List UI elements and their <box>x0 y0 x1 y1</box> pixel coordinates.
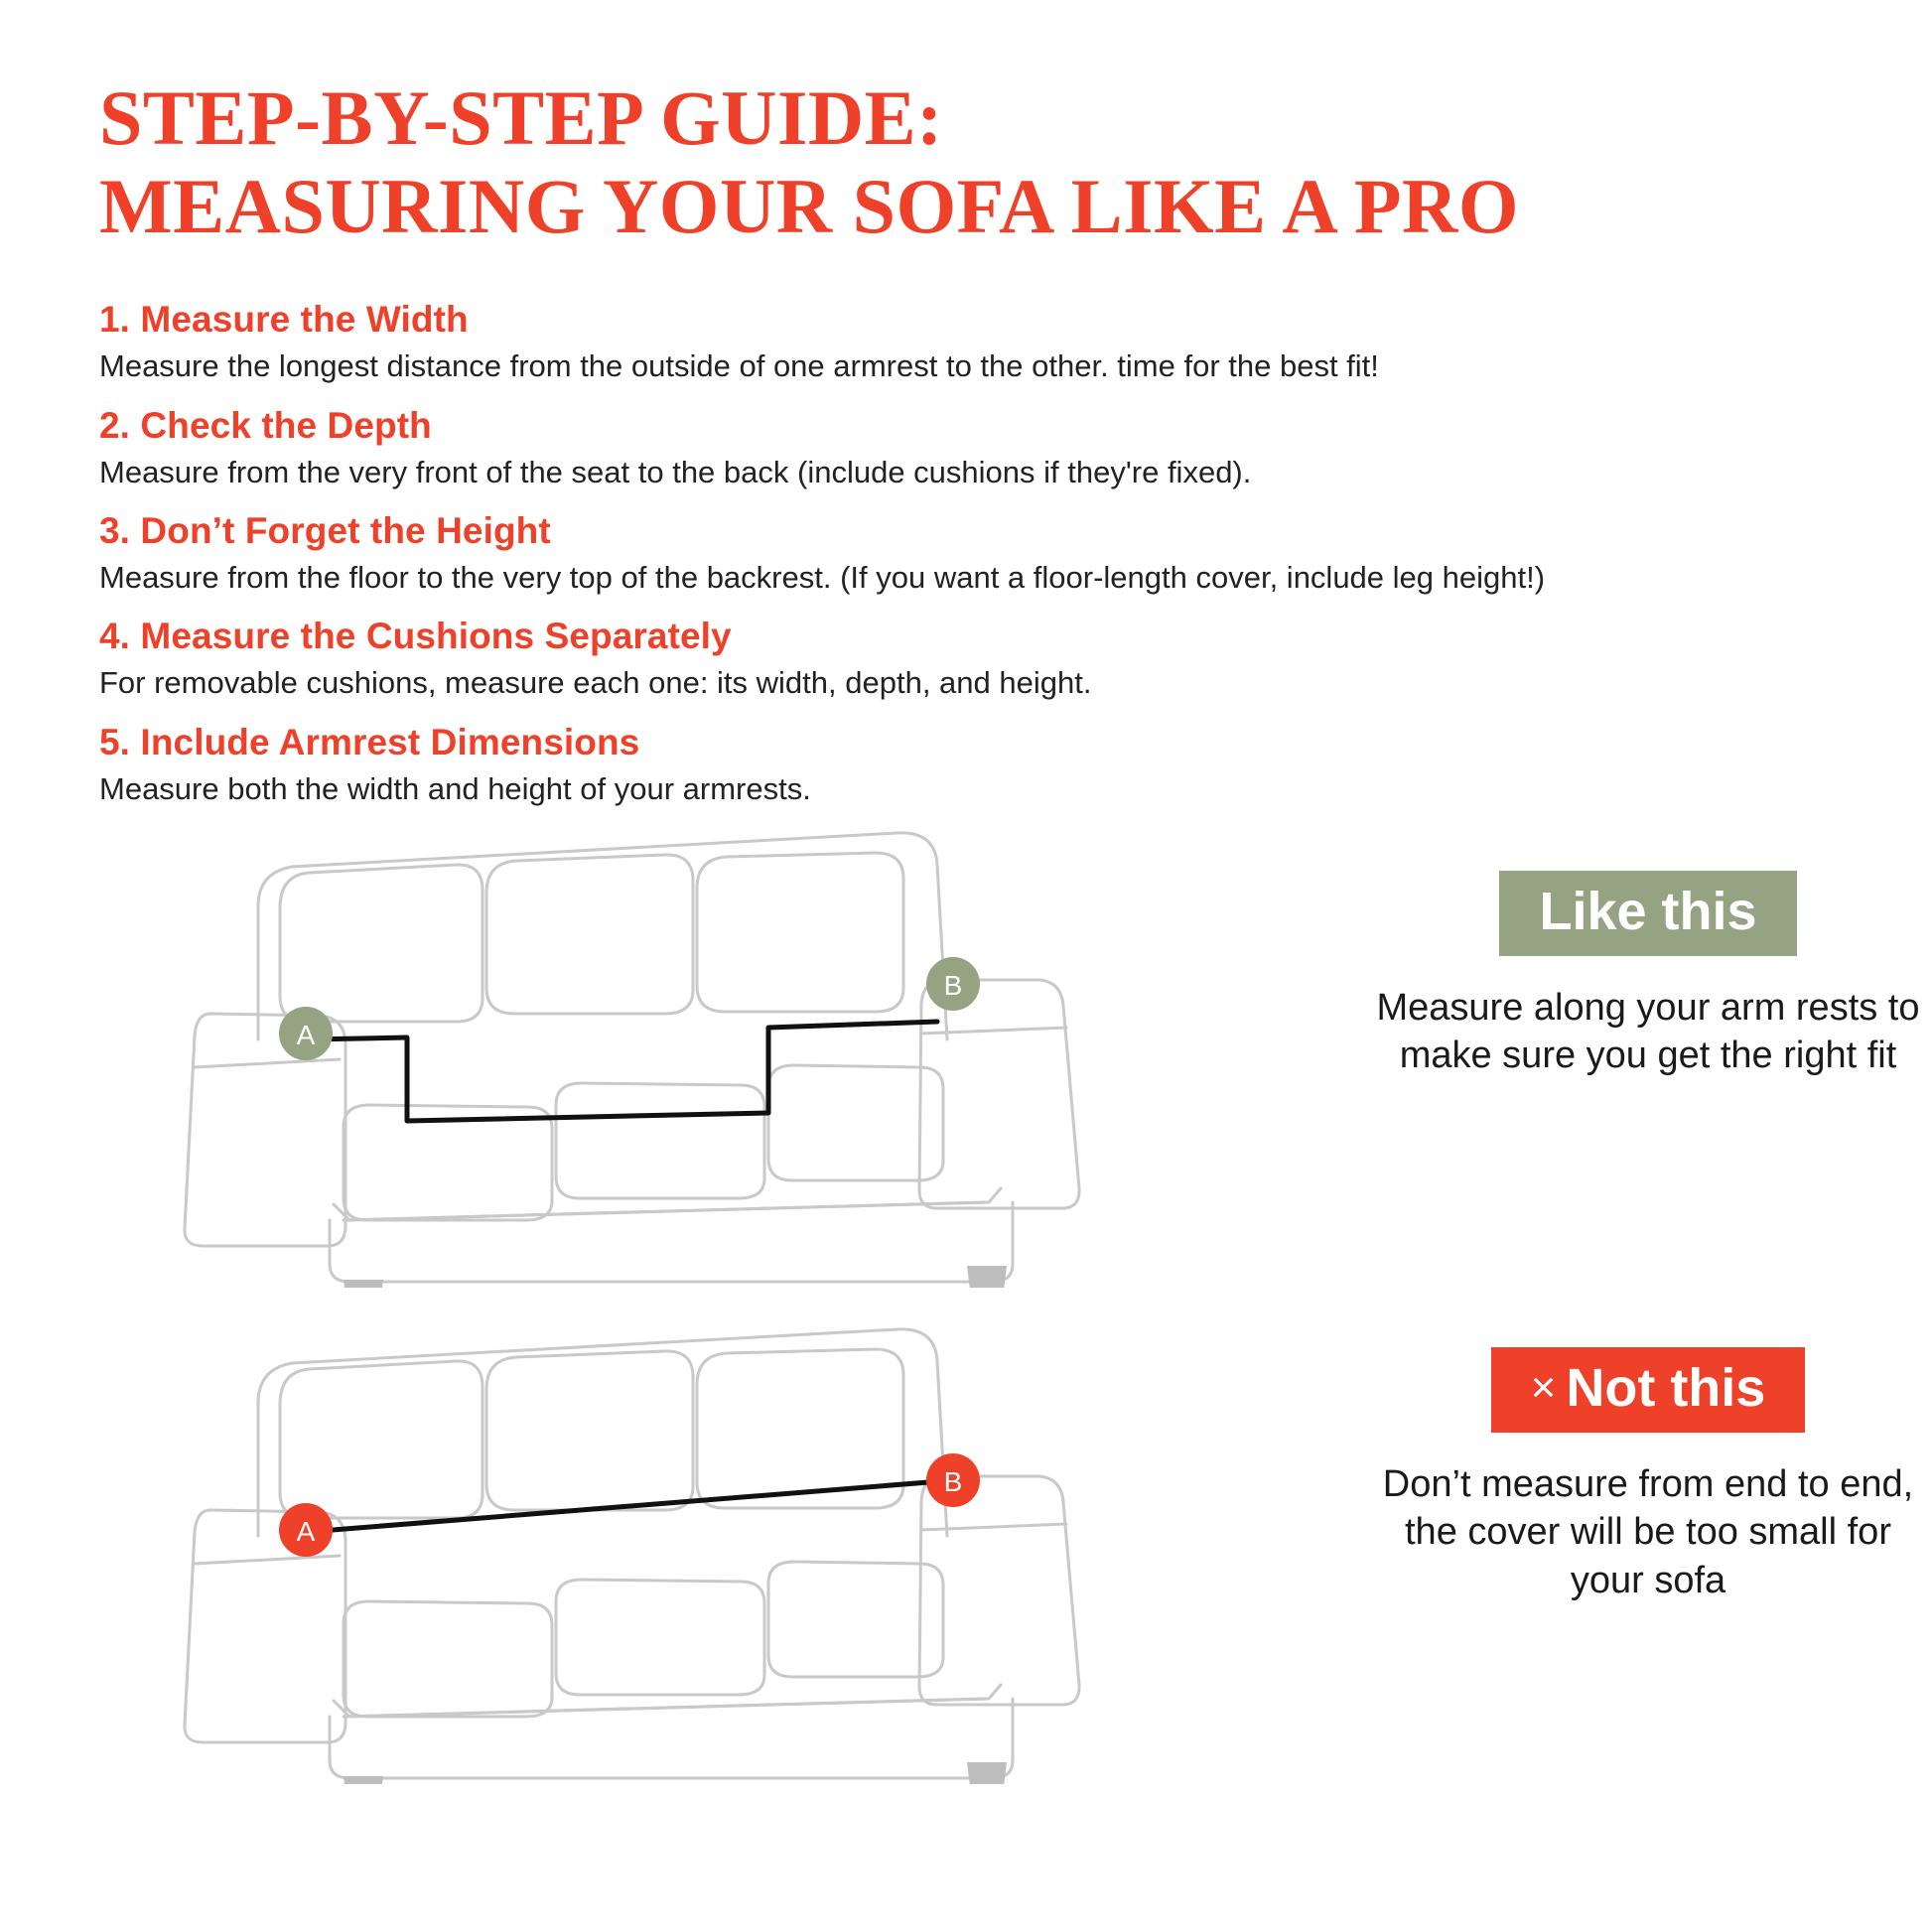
title-line-1: STEP-BY-STEP GUIDE: <box>99 74 943 161</box>
svg-text:B: B <box>943 1465 963 1497</box>
not-this-badge-label: Not this <box>1566 1357 1766 1418</box>
marker-a-incorrect <box>279 1503 333 1557</box>
step-item <box>99 722 1833 809</box>
step-2-heading: 2. Check the Depth <box>99 404 432 446</box>
step-1-heading: 1. Measure the Width <box>99 299 469 341</box>
step-item <box>99 616 1833 703</box>
not-this-badge <box>1491 1347 1806 1433</box>
step-3-heading: 3. Don’t Forget the Height <box>99 509 551 551</box>
not-this-text: Don’t measure from end to end, the cover will be too small for your sofa <box>1382 1462 1914 1602</box>
sofa-diagram-correct <box>159 831 1241 1288</box>
step-5-body: Measure both the width and height of your armrests. <box>99 770 811 806</box>
step-3-body: Measure from the floor to the very top of the backrest. (If you want a floor-length cover, include leg height!) <box>99 559 1546 595</box>
marker-b-correct <box>926 957 980 1011</box>
close-icon: × <box>1530 1362 1557 1412</box>
page-title <box>99 0 1833 247</box>
illustration-area <box>99 831 1920 1824</box>
step-2-body: Measure from the very front of the seat to the back (include cushions if they're fixed). <box>99 454 1252 489</box>
steps-list <box>99 299 1833 808</box>
step-4-body: For removable cushions, measure each one: its width, depth, and height. <box>99 665 1092 701</box>
marker-b-incorrect <box>926 1453 980 1507</box>
title-line-2: MEASURING YOUR SOFA LIKE A PRO <box>99 162 1520 249</box>
marker-a-correct <box>279 1007 333 1060</box>
sofa-diagram-incorrect <box>159 1327 1241 1784</box>
svg-text:A: A <box>296 1515 316 1547</box>
step-4-heading: 4. Measure the Cushions Separately <box>99 616 732 657</box>
like-this-text: Measure along your arm rests to make sure you get the right fit <box>1376 986 1920 1077</box>
step-item <box>99 299 1833 386</box>
step-item <box>99 510 1833 598</box>
step-5-heading: 5. Include Armrest Dimensions <box>99 721 640 762</box>
svg-text:B: B <box>943 969 963 1001</box>
like-this-badge <box>1499 871 1796 956</box>
sofa-illustration-correct <box>159 831 1241 1288</box>
step-1-body: Measure the longest distance from the outside of one armrest to the other. time for the best fit! <box>99 348 1379 384</box>
callout-like-this <box>1370 871 1926 1080</box>
svg-text:A: A <box>296 1019 316 1050</box>
step-item <box>99 405 1833 492</box>
callout-not-this <box>1370 1347 1926 1605</box>
sofa-illustration-incorrect <box>159 1327 1241 1784</box>
like-this-badge-label: Like this <box>1539 881 1757 941</box>
